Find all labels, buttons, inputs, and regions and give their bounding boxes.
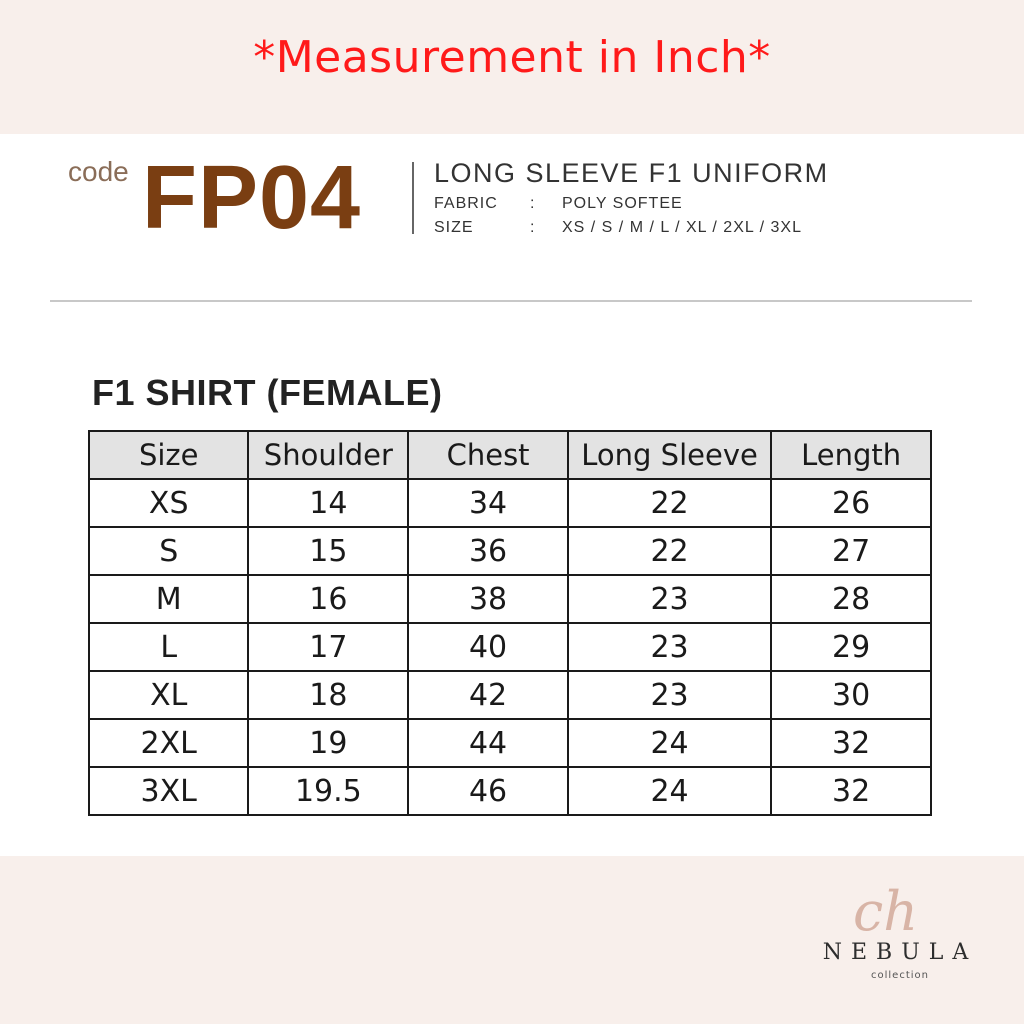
cell-shoulder: 19.5 — [248, 767, 408, 815]
table-row — [89, 767, 931, 815]
cell-size: M — [89, 575, 248, 623]
horizontal-divider — [50, 300, 972, 302]
fabric-colon: : — [530, 195, 536, 212]
table-row — [89, 671, 931, 719]
product-spec — [434, 158, 829, 237]
fabric-row — [434, 195, 829, 213]
cell-shoulder: 15 — [248, 527, 408, 575]
logo-name: NEBULA — [822, 940, 978, 965]
header-chest: Chest — [408, 431, 568, 479]
code-label: code — [68, 156, 129, 187]
cell-chest: 38 — [408, 575, 568, 623]
fabric-label: FABRIC — [434, 195, 498, 212]
cell-size: L — [89, 623, 248, 671]
cell-long-sleeve: 23 — [568, 671, 771, 719]
cell-size: XL — [89, 671, 248, 719]
table-title: F1 SHIRT (FEMALE) — [92, 372, 443, 413]
table-row — [89, 575, 931, 623]
banner-title: *Measurement in Inch* — [253, 31, 771, 83]
cell-chest: 44 — [408, 719, 568, 767]
size-value: XS / S / M / L / XL / 2XL / 3XL — [562, 219, 802, 236]
cell-shoulder: 16 — [248, 575, 408, 623]
cell-length: 28 — [771, 575, 931, 623]
size-label: SIZE — [434, 219, 474, 236]
cell-length: 29 — [771, 623, 931, 671]
brand-logo — [815, 880, 985, 990]
cell-length: 27 — [771, 527, 931, 575]
cell-long-sleeve: 22 — [568, 527, 771, 575]
cell-length: 26 — [771, 479, 931, 527]
table-row — [89, 527, 931, 575]
cell-length: 32 — [771, 719, 931, 767]
vertical-divider — [412, 162, 414, 234]
product-title: LONG SLEEVE F1 UNIFORM — [434, 158, 829, 188]
cell-size: 3XL — [89, 767, 248, 815]
cell-size: XS — [89, 479, 248, 527]
cell-size: S — [89, 527, 248, 575]
table-row — [89, 623, 931, 671]
cell-chest: 40 — [408, 623, 568, 671]
cell-long-sleeve: 24 — [568, 719, 771, 767]
table-header-row — [89, 431, 931, 479]
cell-chest: 36 — [408, 527, 568, 575]
logo-monogram: ch — [853, 880, 919, 943]
cell-shoulder: 19 — [248, 719, 408, 767]
product-code: FP04 — [142, 148, 362, 248]
cell-long-sleeve: 23 — [568, 623, 771, 671]
size-colon: : — [530, 219, 536, 236]
cell-shoulder: 17 — [248, 623, 408, 671]
header-length: Length — [771, 431, 931, 479]
cell-chest: 46 — [408, 767, 568, 815]
size-table — [88, 430, 932, 816]
header-shoulder: Shoulder — [248, 431, 408, 479]
fabric-value: POLY SOFTEE — [562, 195, 683, 212]
cell-long-sleeve: 24 — [568, 767, 771, 815]
banner — [0, 0, 1024, 134]
cell-long-sleeve: 23 — [568, 575, 771, 623]
size-row — [434, 219, 829, 237]
cell-chest: 34 — [408, 479, 568, 527]
size-chart-card — [0, 134, 1024, 856]
cell-long-sleeve: 22 — [568, 479, 771, 527]
cell-shoulder: 14 — [248, 479, 408, 527]
cell-length: 32 — [771, 767, 931, 815]
cell-shoulder: 18 — [248, 671, 408, 719]
logo-subtitle: collection — [871, 970, 929, 981]
cell-chest: 42 — [408, 671, 568, 719]
header-size: Size — [89, 431, 248, 479]
table-row — [89, 719, 931, 767]
header-long-sleeve: Long Sleeve — [568, 431, 771, 479]
cell-size: 2XL — [89, 719, 248, 767]
cell-length: 30 — [771, 671, 931, 719]
table-row — [89, 479, 931, 527]
